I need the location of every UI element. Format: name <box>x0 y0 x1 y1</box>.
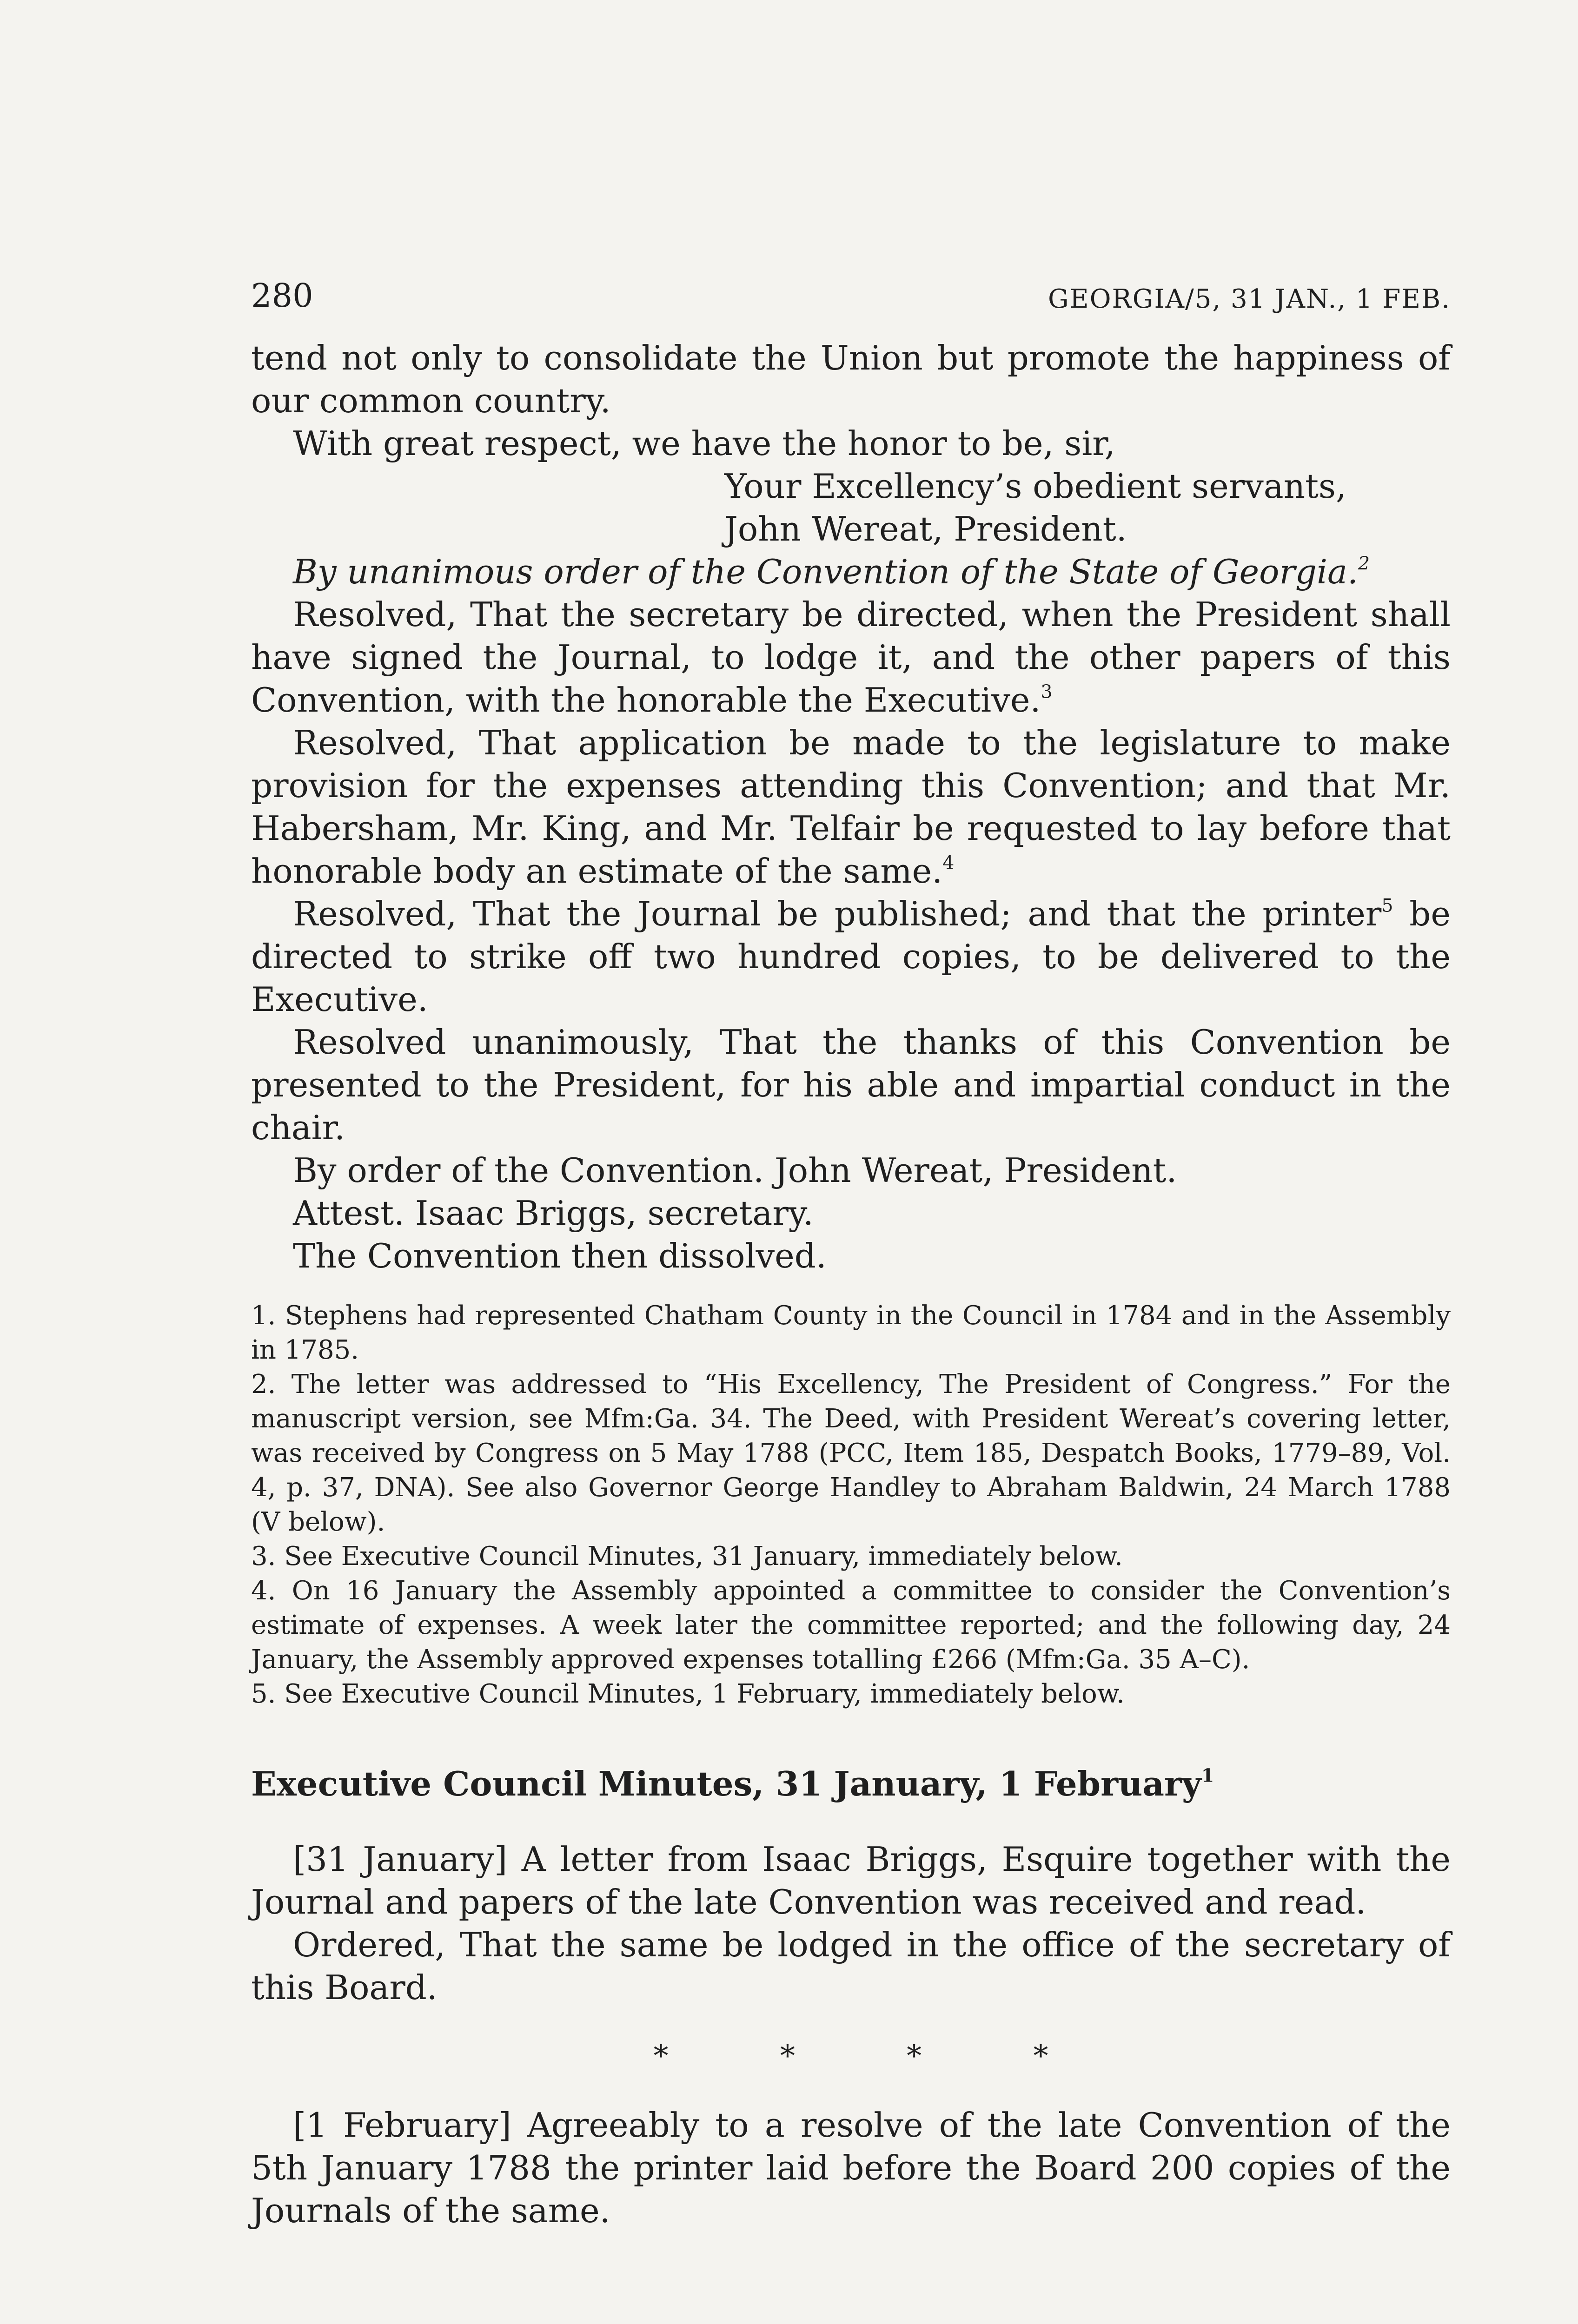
paragraph-closing: With great respect, we have the honor to be, sir, <box>293 424 1115 463</box>
signature-line-2: John Wereat, President. <box>724 509 1127 548</box>
minutes-ordered: Ordered, That the same be lodged in the office of the secretary of this Board. <box>251 1925 1451 2007</box>
footnotes <box>251 1299 1451 1711</box>
section-divider-stars: * * * * <box>653 2039 1100 2073</box>
section-footnote-ref-1: 1 <box>1201 1765 1214 1787</box>
paragraph-continuation: tend not only to consolidate the Union but promote the happiness of our common country. <box>251 338 1451 420</box>
running-head: GEORGIA/5, 31 JAN., 1 FEB. <box>1048 284 1451 314</box>
by-order-convention: By order of the Convention. John Wereat, President. <box>293 1151 1177 1190</box>
section-heading-text: Executive Council Minutes, 31 January, 1 February <box>251 1764 1201 1803</box>
footnote-1: 1. Stephens had represented Chatham County in the Council in 1784 and in the Assembly in 1785. <box>251 1301 1451 1365</box>
resolved-1-text: Resolved, That the secretary be directed, when the President shall have signed the Journal, to lodge it, and the other papers of this Convention, with the honorable the Executive. <box>251 595 1451 720</box>
by-unanimous-order <box>251 550 1451 593</box>
by-unanimous-order-text: By unanimous order of the Convention of the State of Georgia. <box>293 552 1358 591</box>
footnote-5: 5. See Executive Council Minutes, 1 February, immediately below. <box>251 1679 1125 1709</box>
resolved-3-text-b: be directed to strike off two hundred copies, to be delivered to the Executive. <box>251 894 1451 1019</box>
section-heading <box>251 1763 1451 1805</box>
signature-line-1: Your Excellency’s obedient servants, <box>724 467 1346 506</box>
minutes-1-february: [1 February] Agreeably to a resolve of the late Convention of the 5th January 1788 the printer laid before the Board 200 copies of the Journals of the same. <box>251 2106 1451 2230</box>
page-number: 280 <box>251 277 313 315</box>
footnote-ref-5: 5 <box>1381 895 1393 917</box>
footnote-4: 4. On 16 January the Assembly appointed a committee to consider the Convention’s estimate of expenses. A week later the committee reported; and the following day, 24 January, the Assembly approved expenses totalling £266 (Mfm:Ga. 35 A–C). <box>251 1576 1451 1675</box>
page-header <box>251 272 1451 319</box>
attest-line: Attest. Isaac Briggs, secretary. <box>293 1194 814 1233</box>
resolved-2 <box>251 721 1451 892</box>
footnote-ref-2: 2 <box>1358 553 1370 574</box>
footnote-3: 3. See Executive Council Minutes, 31 January, immediately below. <box>251 1541 1123 1571</box>
resolved-2-text: Resolved, That application be made to the legislature to make provision for the expenses attending this Convention; and that Mr. Habersham, Mr. King, and Mr. Telfair be requested to lay before that honorable body an estimate of the same. <box>251 723 1451 891</box>
minutes-31-january: [31 January] A letter from Isaac Briggs, Esquire together with the Journal and papers of the late Convention was received and read. <box>251 1840 1451 1921</box>
footnote-ref-4: 4 <box>942 852 955 874</box>
resolved-4: Resolved unanimously, That the thanks of this Convention be presented to the President, for his able and impartial conduct in the chair. <box>251 1023 1451 1147</box>
page <box>251 272 1451 2232</box>
footnote-ref-3: 3 <box>1041 681 1053 703</box>
footnote-2: 2. The letter was addressed to “His Excellency, The President of Congress.” For the manuscript version, see Mfm:Ga. 34. The Deed, with President Wereat’s covering letter, was received by Congress on 5 May 1788 (PCC, Item 185, Despatch Books, 1779–89, Vol. 4, p. 37, DNA). See also Governor George Handley to Abraham Baldwin, 24 March 1788 (V below). <box>251 1369 1451 1537</box>
resolved-3-text-a: Resolved, That the Journal be published; and that the printer <box>293 894 1382 933</box>
resolved-1 <box>251 593 1451 721</box>
dissolved-line: The Convention then dissolved. <box>293 1236 827 1275</box>
resolved-3 <box>251 892 1451 1021</box>
